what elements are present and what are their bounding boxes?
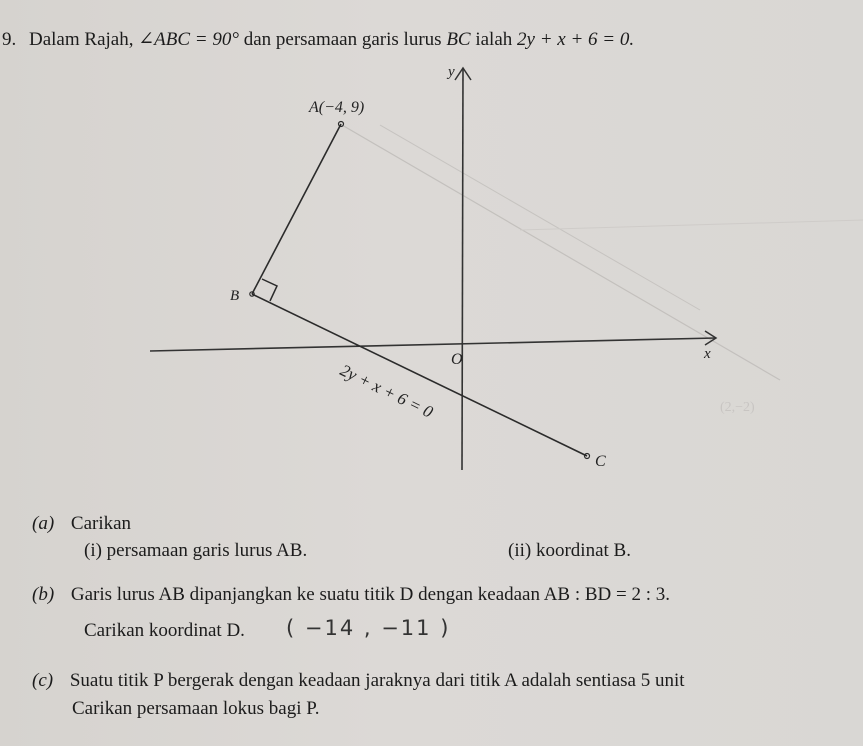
intro-post: ialah [470, 29, 518, 50]
part-b-label: (b) [32, 584, 55, 605]
part-b-text: Garis lurus AB dipanjangkan ke suatu titik D dengan keadaan AB : BD = 2 : 3. [70, 584, 670, 605]
faint-line [520, 220, 863, 230]
part-a-text: Carikan [70, 513, 132, 534]
point-c-label: C [595, 453, 606, 470]
x-axis [150, 338, 716, 351]
point-a-label: A(−4, 9) [309, 99, 365, 116]
line-equation-label: 2y + x + 6 = 0 [337, 360, 436, 422]
question-number: 9. [2, 29, 17, 50]
handwritten-answer: ( −14 , −11 ) [286, 616, 451, 640]
part-a-i: (i) persamaan garis lurus AB. [84, 540, 308, 561]
y-axis [462, 68, 463, 470]
part-c-heading [32, 670, 685, 692]
line-ab [252, 124, 341, 294]
y-axis-label: y [448, 64, 455, 80]
part-a-ii: (ii) koordinat B. [508, 540, 631, 561]
intro-pre: Dalam Rajah, [29, 29, 139, 50]
part-c-label: (c) [32, 670, 54, 691]
x-axis-label: x [704, 346, 711, 362]
origin-label: O [451, 351, 463, 368]
part-b-text2: Carikan koordinat D. [84, 620, 245, 641]
right-angle-marker [262, 279, 277, 301]
point-b-label: B [230, 288, 240, 304]
angle-abc: ∠ABC = 90° [138, 29, 239, 50]
line-bc [252, 294, 587, 456]
part-a-heading [32, 513, 131, 535]
part-a-label: (a) [32, 513, 55, 534]
intro-mid: dan persamaan garis lurus [238, 29, 447, 50]
part-b-heading [32, 584, 670, 606]
faint-line [380, 125, 700, 310]
show-through-mark: (2,−2) [720, 400, 755, 415]
part-c-text2: Carikan persamaan lokus bagi P. [72, 698, 320, 719]
part-c-text: Suatu titik P bergerak dengan keadaan jaraknya dari titik A adalah sentiasa 5 unit [69, 670, 685, 691]
line-bc: BC [446, 29, 471, 50]
bc-equation: 2y + x + 6 = 0. [517, 29, 635, 50]
